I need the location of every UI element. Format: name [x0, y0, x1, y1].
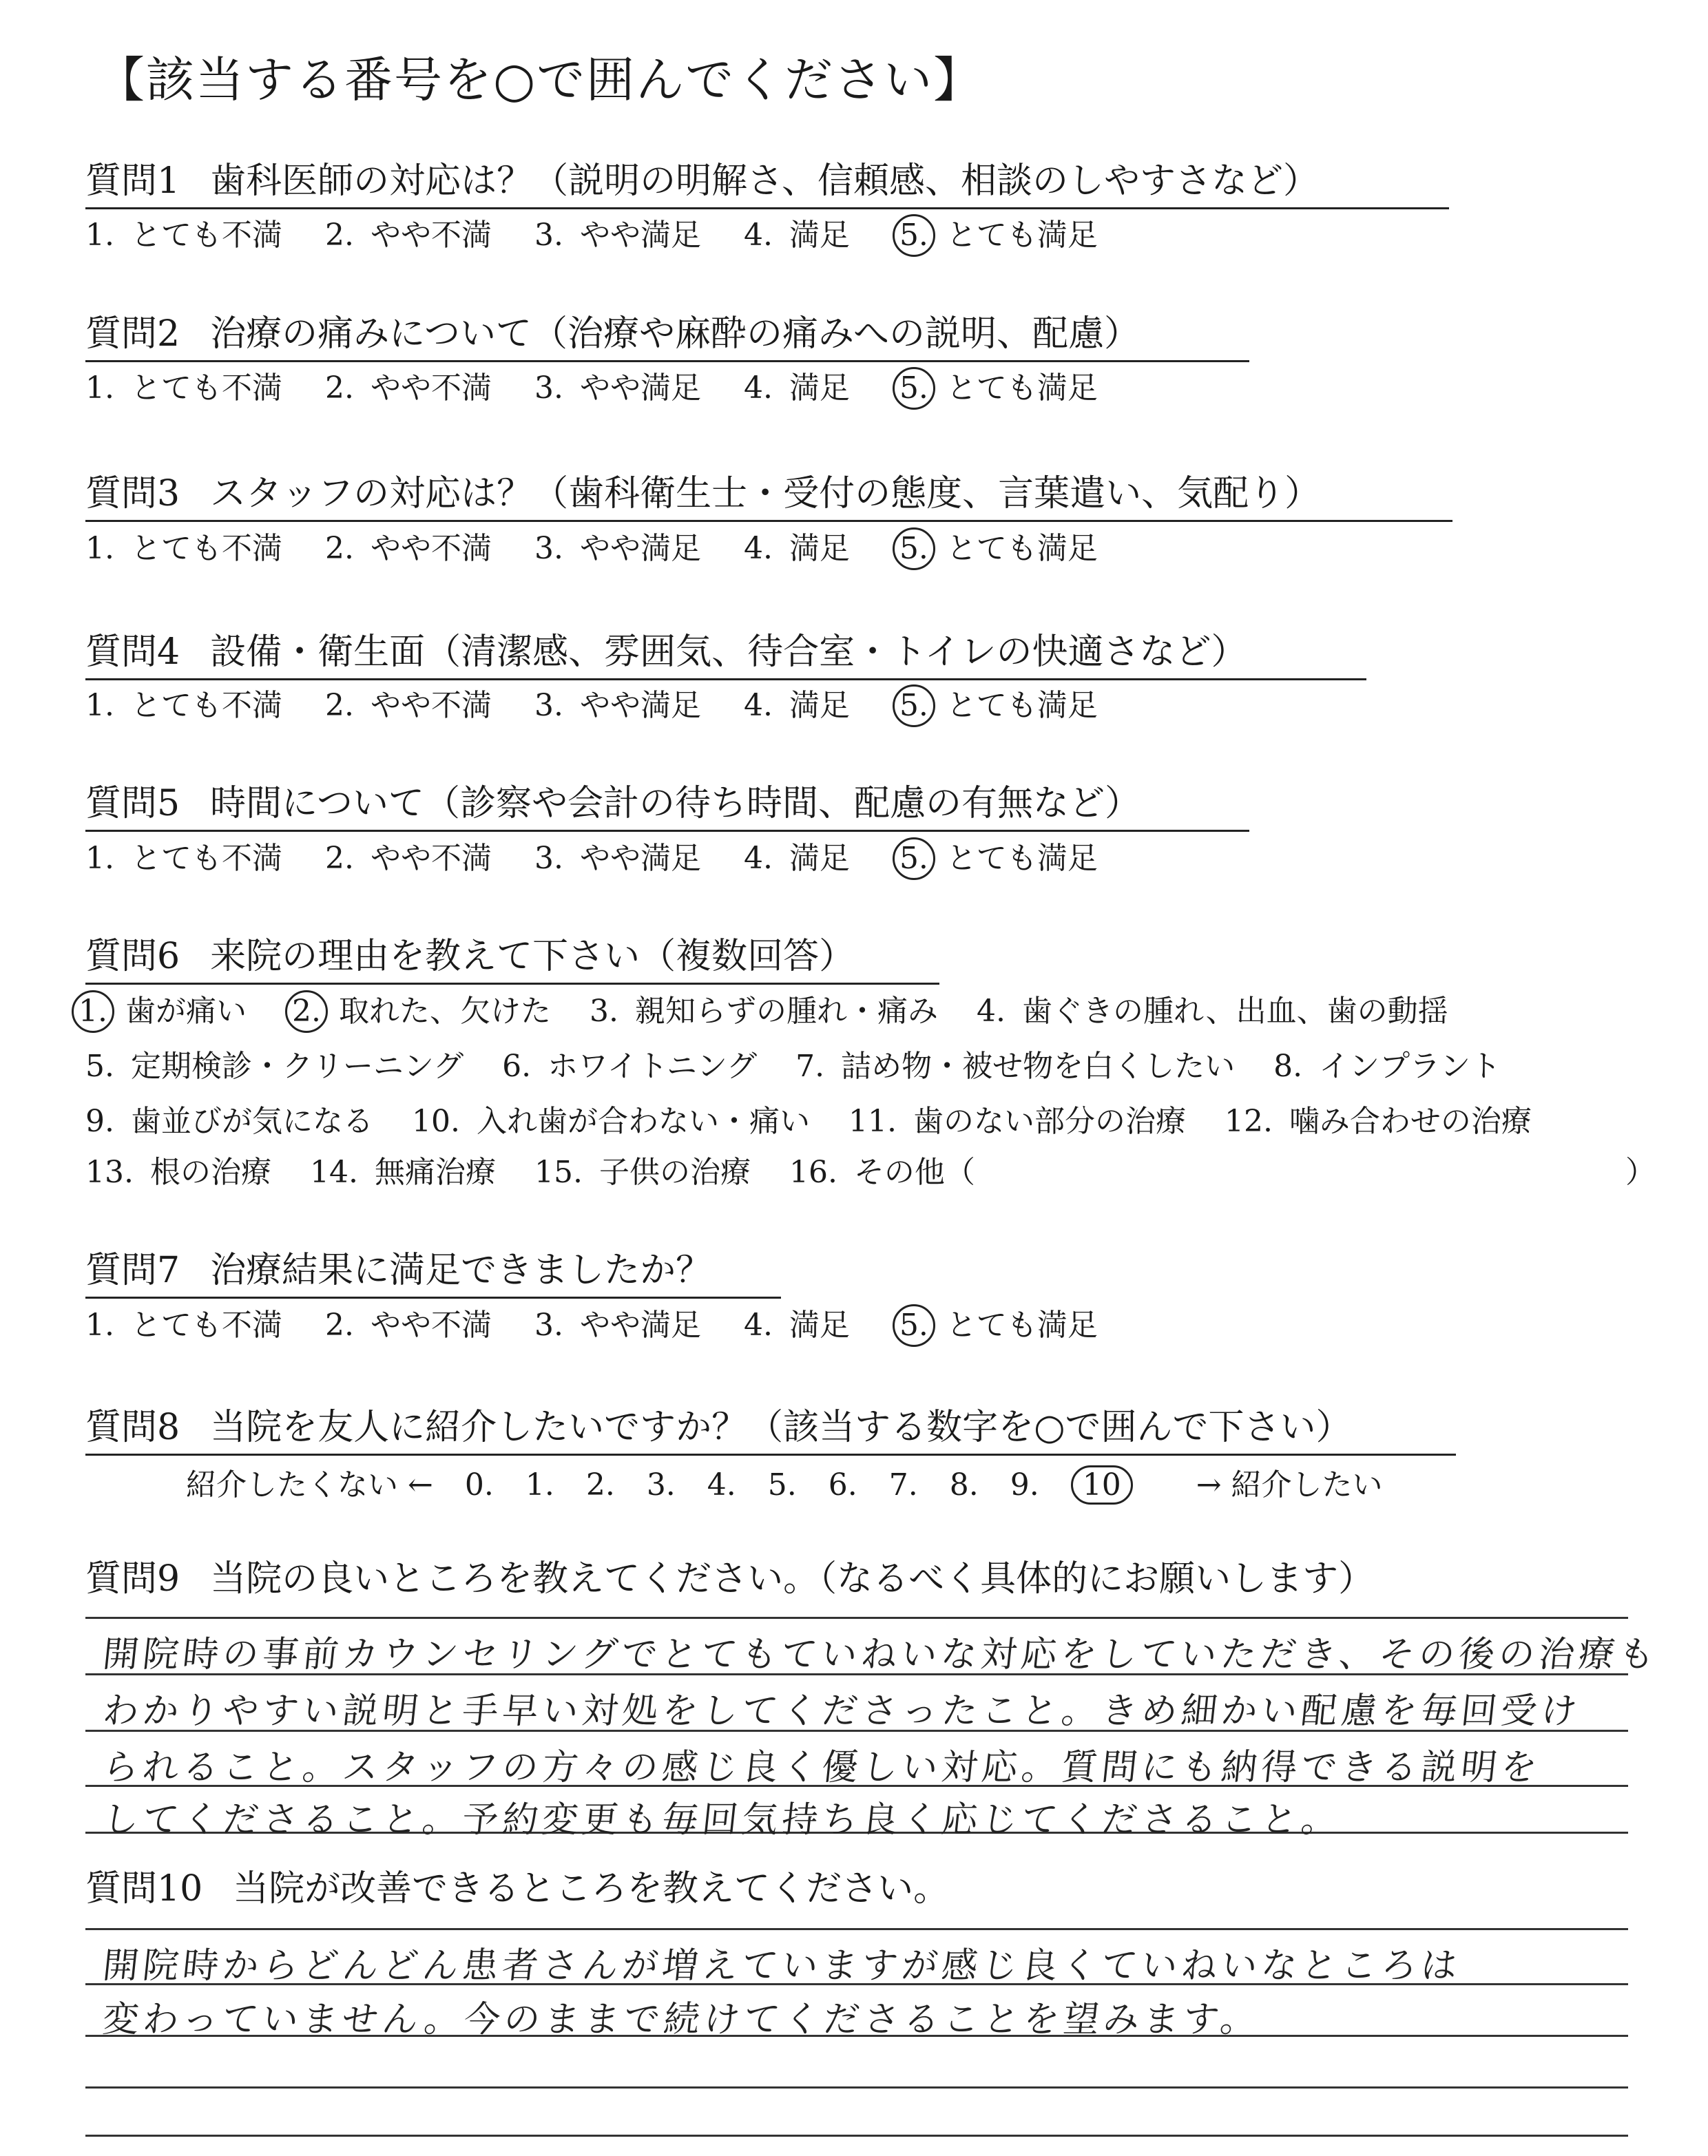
reasons-row-1[interactable] [72, 986, 1487, 1033]
question-number: 質問7 [85, 1250, 180, 1291]
option-number: 12. [1224, 1104, 1273, 1139]
question-number: 質問4 [85, 631, 180, 673]
option-label: やや不満 [370, 218, 492, 253]
q10-answer-line: 開院時からどんどん患者さんが増えていますが感じ良くていねいなところは [101, 1945, 1464, 1987]
option-label: とても不満 [130, 370, 282, 406]
form-header: 【該当する番号を○で囲んでください】 [96, 52, 983, 108]
reason-option[interactable] [85, 1041, 464, 1085]
option-number: 2. [324, 531, 354, 566]
question-text: 治療結果に満足できましたか？ [210, 1250, 712, 1291]
option-label: 噛み合わせの治療 [1289, 1104, 1532, 1139]
question-6-title [85, 927, 939, 985]
option-label: 入れ歯が合わない・痛い [476, 1104, 810, 1139]
reason-option[interactable] [412, 1096, 810, 1140]
recommend-value[interactable]: 1. [525, 1467, 554, 1503]
satisfaction-option[interactable] [534, 523, 701, 567]
option-number: 8. [1273, 1049, 1303, 1084]
option-number: 6. [502, 1049, 532, 1084]
question-7-title [85, 1241, 781, 1299]
reasons-row-3[interactable] [85, 1096, 1570, 1140]
answer-rule [85, 1928, 1628, 1930]
option-number: 3. [534, 841, 563, 876]
question-10-title [85, 1859, 949, 1911]
option-label: とても不満 [130, 1308, 282, 1343]
option-number: 5. [893, 367, 935, 410]
reason-option[interactable] [534, 1147, 751, 1191]
option-label: 親知らずの腫れ・痛み [634, 994, 938, 1029]
option-label: とても不満 [130, 531, 282, 566]
option-label: やや満足 [579, 1308, 701, 1343]
option-label: やや不満 [370, 1308, 492, 1343]
satisfaction-option[interactable] [744, 1300, 850, 1344]
option-number: 2. [285, 990, 328, 1033]
answer-rule [85, 2135, 1628, 2137]
reason-option[interactable] [789, 1147, 975, 1191]
satisfaction-option[interactable] [744, 363, 850, 407]
question-text: 歯科医師の対応は？（説明の明解さ、信頼感、相談のしやすさなど） [210, 160, 1320, 202]
q9-answer-line: られること。スタッフの方々の感じ良く優しい対応。質問にも納得できる説明を [101, 1747, 1543, 1788]
option-number: 3. [590, 994, 618, 1029]
option-label: 満足 [789, 370, 850, 406]
recommend-value[interactable]: 0. [464, 1467, 494, 1503]
reasons-row-4[interactable] [85, 1147, 1014, 1191]
option-number: 5. [893, 837, 935, 880]
question-text: 来院の理由を教えて下さい（複数回答） [210, 936, 855, 977]
answer-rule [85, 2086, 1628, 2089]
option-number: 5. [893, 214, 935, 257]
question-number: 質問6 [85, 936, 180, 977]
option-number: 4. [743, 218, 773, 253]
recommend-value[interactable]: 3. [646, 1467, 676, 1503]
recommend-value[interactable]: 2. [585, 1467, 615, 1503]
recommend-scale[interactable] [186, 1460, 1415, 1505]
option-number: 4. [976, 994, 1006, 1029]
recommend-values[interactable] [465, 1465, 1165, 1505]
q9-answer-line: 開院時の事前カウンセリングでとてもていねいな対応をしていただき、その後の治療も [101, 1634, 1661, 1675]
satisfaction-option[interactable] [325, 210, 492, 254]
option-number: 5. [893, 684, 935, 727]
reason-option[interactable] [502, 1041, 757, 1085]
satisfaction-option[interactable] [744, 210, 850, 254]
option-label: その他（ [853, 1155, 975, 1190]
recommend-left-label: 紹介したくない ← [186, 1467, 433, 1503]
question-4-title [85, 622, 1366, 680]
reasons-row-2[interactable] [85, 1041, 1539, 1085]
question-number: 質問8 [85, 1407, 180, 1448]
reason-option[interactable] [1225, 1096, 1532, 1140]
reason-option[interactable] [795, 1041, 1235, 1085]
option-number: 5. [893, 527, 935, 570]
option-label: とても満足 [946, 841, 1098, 876]
q9-answer-line: わかりやすい説明と手早い対処をしてくださったこと。きめ細かい配慮を毎回受け [101, 1691, 1583, 1732]
satisfaction-option[interactable] [893, 680, 1098, 727]
option-number: 4. [743, 1308, 773, 1343]
satisfaction-option[interactable] [534, 833, 701, 877]
satisfaction-option[interactable] [893, 833, 1098, 880]
satisfaction-option[interactable] [893, 1300, 1098, 1347]
option-label: 子供の治療 [598, 1155, 751, 1190]
option-number: 5. [893, 1304, 935, 1347]
question-3-title [85, 464, 1452, 522]
reason-option[interactable] [1273, 1041, 1501, 1085]
satisfaction-option[interactable] [534, 1300, 701, 1344]
option-label: インプラント [1319, 1049, 1501, 1084]
satisfaction-option[interactable] [85, 680, 282, 724]
question-text: 治療の痛みについて（治療や麻酔の痛みへの説明、配慮） [210, 313, 1141, 355]
option-number: 1. [85, 841, 114, 876]
option-label: やや満足 [579, 218, 701, 253]
satisfaction-option[interactable] [85, 523, 282, 567]
recommend-value[interactable]: 8. [949, 1467, 979, 1503]
option-label: 歯並びが気になる [130, 1104, 373, 1139]
question-text: 時間について（診察や会計の待ち時間、配慮の有無など） [210, 783, 1141, 824]
satisfaction-option[interactable] [325, 523, 492, 567]
question-1-options[interactable] [85, 210, 1141, 257]
recommend-value[interactable]: 10 [1071, 1465, 1133, 1505]
option-number: 3. [534, 1308, 563, 1343]
option-number: 7. [795, 1049, 825, 1084]
option-number: 4. [743, 841, 773, 876]
question-number: 質問9 [85, 1558, 180, 1600]
satisfaction-option[interactable] [534, 680, 701, 724]
recommend-value[interactable]: 7. [888, 1467, 918, 1503]
reason-option[interactable] [85, 1147, 271, 1191]
question-8-title [85, 1398, 1456, 1456]
satisfaction-option[interactable] [85, 833, 282, 877]
option-number: 9. [85, 1104, 114, 1139]
question-text: 当院が改善できるところを教えてください。 [233, 1868, 950, 1909]
question-2-options[interactable] [85, 363, 1141, 410]
reason-option[interactable] [848, 1096, 1186, 1140]
option-number: 3. [534, 531, 563, 566]
option-number: 2. [324, 688, 354, 723]
satisfaction-option[interactable] [325, 833, 492, 877]
question-number: 質問1 [85, 160, 180, 202]
reason-option[interactable] [285, 986, 551, 1033]
option-label: やや満足 [579, 841, 701, 876]
option-label: やや不満 [370, 841, 492, 876]
option-number: 11. [848, 1104, 897, 1139]
recommend-value[interactable]: 6. [828, 1467, 857, 1503]
option-label: とても満足 [946, 370, 1098, 406]
option-label: 無痛治療 [374, 1155, 496, 1190]
question-4-options[interactable] [85, 680, 1141, 727]
recommend-value[interactable]: 4. [707, 1467, 736, 1503]
satisfaction-option[interactable] [893, 523, 1098, 570]
option-label: とても不満 [130, 688, 282, 723]
option-number: 1. [72, 990, 114, 1033]
option-label: やや満足 [579, 531, 701, 566]
question-5-options[interactable] [85, 833, 1141, 880]
option-number: 2. [324, 1308, 354, 1343]
option-label: とても満足 [946, 688, 1098, 723]
option-label: 定期検診・クリーニング [130, 1049, 464, 1084]
satisfaction-option[interactable] [325, 680, 492, 724]
other-close-paren: ） [1625, 1155, 1656, 1190]
option-label: 取れた、欠けた [339, 994, 551, 1029]
option-number: 3. [534, 688, 563, 723]
question-7-options[interactable] [85, 1300, 1141, 1347]
option-label: ホワイトニング [548, 1049, 758, 1084]
question-number: 質問3 [85, 473, 180, 514]
q10-answer-line: 変わっていません。今のままで続けてくださることを望みます。 [101, 1999, 1263, 2040]
option-label: 歯のない部分の治療 [913, 1104, 1186, 1139]
option-label: やや不満 [370, 531, 492, 566]
option-number: 2. [324, 218, 354, 253]
option-number: 10. [411, 1104, 460, 1139]
option-number: 3. [534, 370, 563, 406]
recommend-right-label: → 紹介したい [1196, 1467, 1383, 1503]
satisfaction-option[interactable] [85, 363, 282, 407]
satisfaction-option[interactable] [534, 210, 701, 254]
option-number: 2. [324, 370, 354, 406]
option-label: 歯ぐきの腫れ、出血、歯の動揺 [1021, 994, 1448, 1029]
option-label: とても不満 [130, 218, 282, 253]
q9-answer-line: してくださること。予約変更も毎回気持ち良く応じてくださること。 [101, 1799, 1344, 1841]
option-label: 詰め物・被せ物を白くしたい [841, 1049, 1236, 1084]
recommend-value[interactable]: 5. [767, 1467, 797, 1503]
option-label: とても不満 [130, 841, 282, 876]
option-number: 1. [85, 1308, 114, 1343]
satisfaction-option[interactable] [85, 210, 282, 254]
option-number: 14. [309, 1155, 358, 1190]
satisfaction-option[interactable] [744, 523, 850, 567]
reason-option[interactable] [85, 1096, 373, 1140]
option-number: 3. [534, 218, 563, 253]
option-number: 1. [85, 531, 114, 566]
reason-option[interactable] [977, 986, 1448, 1030]
question-number: 質問5 [85, 783, 180, 824]
answer-rule [85, 1617, 1628, 1619]
option-label: 満足 [789, 688, 850, 723]
satisfaction-option[interactable] [325, 1300, 492, 1344]
option-label: 満足 [789, 218, 850, 253]
option-number: 4. [743, 688, 773, 723]
option-label: やや不満 [370, 688, 492, 723]
option-number: 4. [743, 370, 773, 406]
question-text: スタッフの対応は？（歯科衛生士・受付の態度、言葉遣い、気配り） [210, 473, 1321, 514]
question-text: 当院を友人に紹介したいですか？（該当する数字を○で囲んで下さい） [210, 1407, 1352, 1448]
option-label: 歯が痛い [125, 994, 247, 1029]
option-label: やや満足 [579, 370, 701, 406]
option-label: とても満足 [946, 1308, 1098, 1343]
question-5-title [85, 774, 1249, 832]
question-text: 当院の良いところを教えてください。（なるべく具体的にお願いします） [210, 1558, 1375, 1600]
question-9-title [85, 1549, 1374, 1601]
option-number: 4. [743, 531, 773, 566]
question-2-title [85, 304, 1249, 362]
question-1-title [85, 151, 1449, 209]
option-label: やや不満 [370, 370, 492, 406]
satisfaction-option[interactable] [534, 363, 701, 407]
reason-option[interactable] [590, 986, 938, 1030]
option-label: 満足 [789, 841, 850, 876]
question-number: 質問2 [85, 313, 180, 355]
option-number: 13. [85, 1155, 134, 1190]
option-label: 根の治療 [149, 1155, 271, 1190]
reason-option[interactable] [310, 1147, 496, 1191]
option-label: とても満足 [946, 218, 1098, 253]
satisfaction-option[interactable] [893, 210, 1098, 257]
option-number: 1. [85, 218, 114, 253]
satisfaction-option[interactable] [744, 833, 850, 877]
option-number: 5. [85, 1049, 114, 1084]
option-number: 1. [85, 370, 114, 406]
option-number: 1. [85, 688, 114, 723]
question-3-options[interactable] [85, 523, 1141, 570]
option-label: 満足 [789, 1308, 850, 1343]
question-number: 質問10 [85, 1868, 203, 1909]
satisfaction-option[interactable] [744, 680, 850, 724]
reason-option[interactable] [72, 986, 247, 1033]
recommend-value[interactable]: 9. [1010, 1467, 1039, 1503]
option-number: 16. [789, 1155, 837, 1190]
option-label: やや満足 [579, 688, 701, 723]
option-label: 満足 [789, 531, 850, 566]
satisfaction-option[interactable] [85, 1300, 282, 1344]
option-number: 2. [324, 841, 354, 876]
satisfaction-option[interactable] [893, 363, 1098, 410]
satisfaction-option[interactable] [325, 363, 492, 407]
option-number: 15. [534, 1155, 583, 1190]
option-label: とても満足 [946, 531, 1098, 566]
question-text: 設備・衛生面（清潔感、雰囲気、待合室・トイレの快適さなど） [210, 631, 1247, 673]
